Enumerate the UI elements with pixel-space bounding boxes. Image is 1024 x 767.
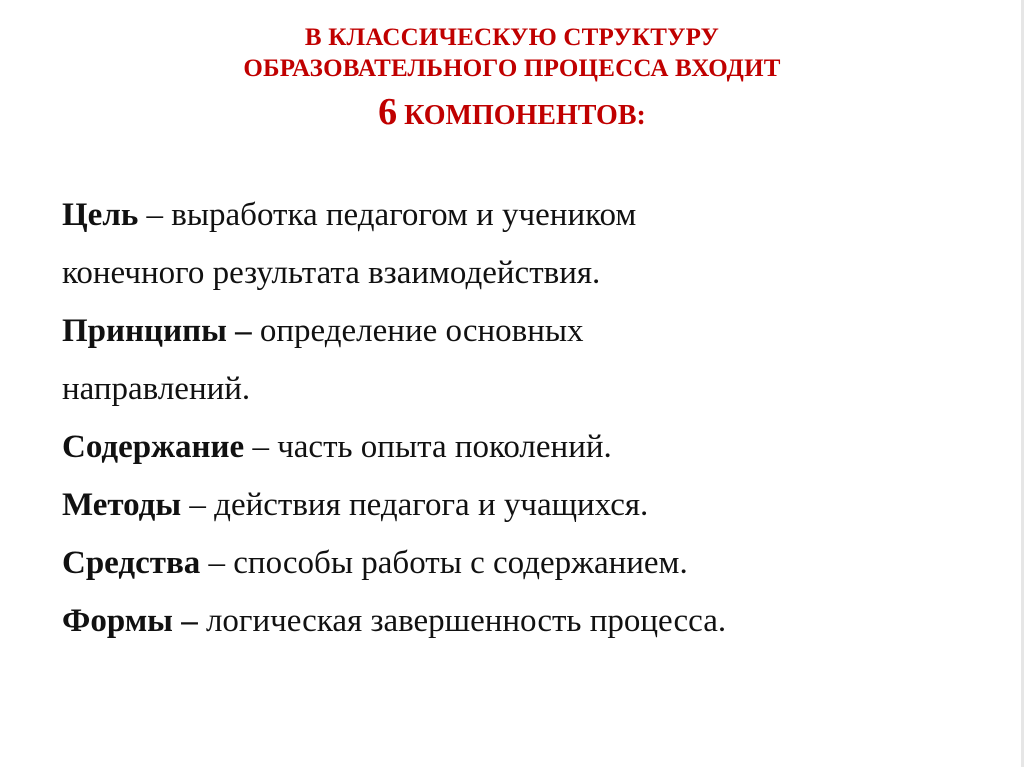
separator: – — [181, 487, 215, 523]
list-item-principles — [62, 302, 982, 360]
definition-forms: логическая завершенность процесса. — [205, 603, 727, 639]
components-list — [62, 186, 982, 650]
separator: – — [138, 197, 172, 233]
list-item-goal-continued — [62, 244, 982, 302]
definition-goal-continued: конечного результата взаимодействия. — [62, 255, 601, 291]
definition-content: часть опыта поколений. — [277, 429, 612, 465]
title-line-3-text: КОМПОНЕНТОВ: — [404, 100, 646, 131]
definition-goal: выработка педагогом и учеником — [171, 197, 637, 233]
separator: – — [172, 603, 206, 639]
list-item-content — [62, 418, 982, 476]
definition-means: способы работы с содержанием. — [233, 545, 688, 581]
title-line-1: В КЛАССИЧЕСКУЮ СТРУКТУРУ — [304, 24, 720, 51]
term-goal: Цель — [62, 197, 139, 233]
term-principles: Принципы — [62, 313, 227, 349]
separator: – — [244, 429, 278, 465]
title-number: 6 — [378, 91, 398, 133]
list-item-methods — [62, 476, 982, 534]
definition-methods: действия педагога и учащихся. — [214, 487, 649, 523]
separator: – — [200, 545, 234, 581]
separator: – — [226, 313, 260, 349]
term-means: Средства — [62, 545, 201, 581]
definition-principles-continued: направлений. — [62, 371, 251, 407]
term-forms: Формы — [62, 603, 173, 639]
title-line-2: ОБРАЗОВАТЕЛЬНОГО ПРОЦЕССА ВХОДИТ — [243, 55, 781, 82]
slide-title — [0, 22, 1024, 136]
term-content: Содержание — [62, 429, 245, 465]
term-methods: Методы — [62, 487, 182, 523]
list-item-principles-continued — [62, 360, 982, 418]
list-item-goal — [62, 186, 982, 244]
list-item-forms — [62, 592, 982, 650]
definition-principles: определение основных — [259, 313, 584, 349]
title-line-3 — [0, 92, 1024, 136]
list-item-means — [62, 534, 982, 592]
